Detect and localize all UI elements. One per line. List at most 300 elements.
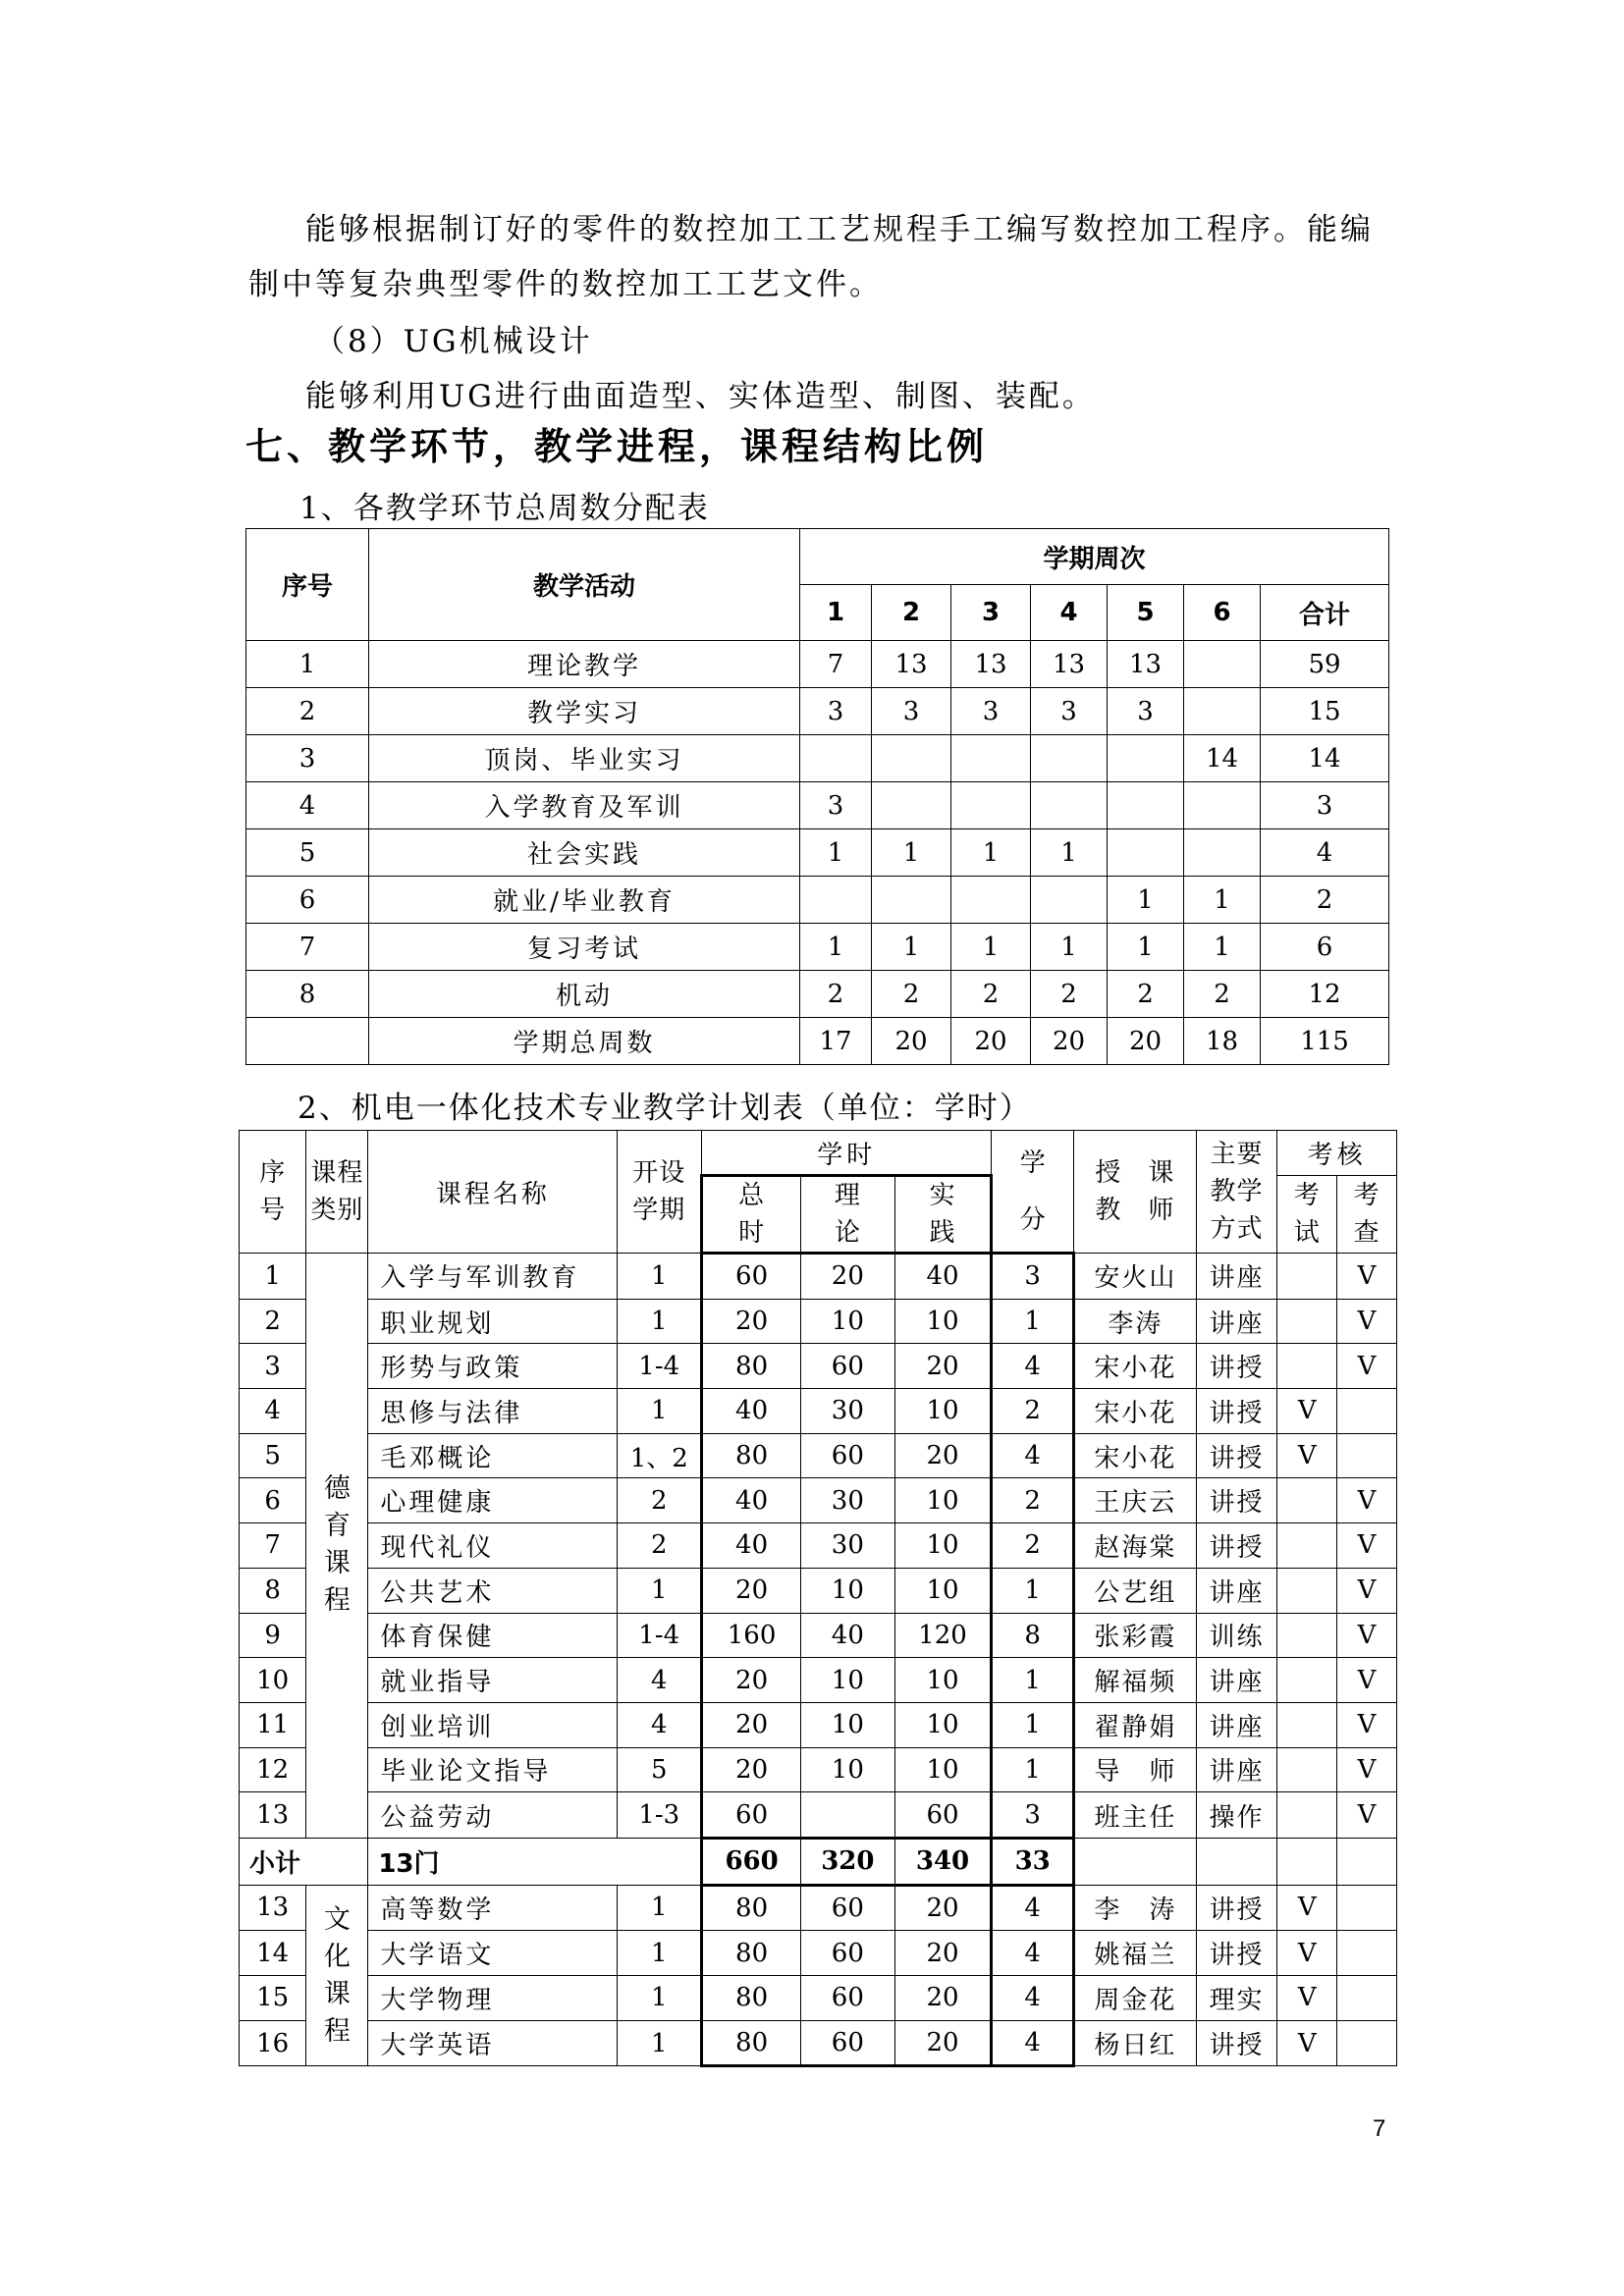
table2-body [240,1254,1397,2066]
course-practice-hours: 20 [894,2020,992,2066]
course-practice-hours: 20 [894,1344,992,1389]
row-activity: 就业/毕业教育 [369,877,800,924]
table1-row [246,735,1389,782]
row-term-weeks: 3 [800,782,872,829]
row-term-weeks [872,782,951,829]
course-exam-mark [1277,1792,1337,1839]
category-char: 化 [323,1941,351,1972]
category-char: 课 [323,1548,351,1579]
header-total: 合计 [1261,585,1389,641]
empty-cell [1337,1838,1397,1885]
course-exam-mark: V [1277,1389,1337,1434]
header-total-hours [702,1176,801,1254]
course-teacher: 宋小花 [1073,1389,1196,1434]
row-term-weeks: 3 [1108,688,1184,735]
course-total-hours: 20 [702,1658,801,1703]
course-method: 理实 [1196,1976,1277,2021]
header-credit-line2: 分 [1019,1204,1047,1235]
course-credit: 4 [992,1976,1074,2021]
row-activity: 机动 [369,971,800,1018]
category-char: 育 [323,1511,351,1542]
course-row [240,1747,1397,1792]
header-exam [1277,1176,1337,1254]
row-term-weeks: 1 [951,924,1031,971]
course-teacher: 李 涛 [1073,1885,1196,1931]
course-seq: 6 [240,1478,306,1523]
row-seq: 4 [246,782,369,829]
row-activity: 教学实习 [369,688,800,735]
row-term-weeks: 13 [951,641,1031,688]
course-check-mark [1337,2020,1397,2066]
row-term-weeks: 3 [951,688,1031,735]
header-category [306,1131,368,1254]
course-method: 讲授 [1196,1523,1277,1569]
row-term-weeks [951,735,1031,782]
row-seq: 2 [246,688,369,735]
header-activity: 教学活动 [369,529,800,641]
course-check-mark: V [1337,1792,1397,1839]
subtotal-course-count: 13门 [368,1838,702,1885]
row-total: 6 [1261,924,1389,971]
header-course-name: 课程名称 [368,1131,618,1254]
course-check-mark [1337,1976,1397,2021]
course-practice-hours: 10 [894,1747,992,1792]
course-term: 5 [618,1747,702,1792]
course-name: 体育保健 [368,1613,618,1658]
course-teacher: 赵海棠 [1073,1523,1196,1569]
row-term-weeks: 1 [872,924,951,971]
course-method: 讲授 [1196,1478,1277,1523]
course-total-hours: 80 [702,1344,801,1389]
row-total: 14 [1261,735,1389,782]
course-exam-mark [1277,1613,1337,1658]
header-teacher [1073,1131,1196,1254]
teaching-plan-table [239,1130,1397,2067]
course-credit: 4 [992,1931,1074,1976]
course-method: 讲授 [1196,2020,1277,2066]
course-practice-hours: 10 [894,1299,992,1344]
course-credit: 1 [992,1747,1074,1792]
course-row [240,1299,1397,1344]
category-char: 课 [323,1978,351,2009]
course-term: 1 [618,1568,702,1613]
course-exam-mark: V [1277,1931,1337,1976]
course-credit: 2 [992,1478,1074,1523]
row-activity: 学期总周数 [369,1018,800,1065]
header-exam-line1: 考 [1293,1181,1321,1210]
table1-row [246,924,1389,971]
subheading-ug-design: （8）UG机械设计 [314,324,593,359]
row-term-weeks: 20 [951,1018,1031,1065]
header-total-line2: 时 [738,1218,766,1248]
course-name: 心理健康 [368,1478,618,1523]
header-term: 2 [872,585,951,641]
course-theory-hours: 10 [801,1658,895,1703]
row-term-weeks: 1 [1184,924,1261,971]
course-theory-hours: 10 [801,1568,895,1613]
row-term-weeks: 3 [800,688,872,735]
course-theory-hours: 10 [801,1747,895,1792]
row-seq: 7 [246,924,369,971]
course-category [306,1885,368,2066]
course-row [240,1702,1397,1747]
header-category-line2: 类别 [310,1196,364,1225]
row-term-weeks: 1 [1184,877,1261,924]
course-exam-mark: V [1277,2020,1337,2066]
course-check-mark: V [1337,1702,1397,1747]
row-term-weeks: 2 [872,971,951,1018]
header-term-weeks: 学期周次 [800,529,1389,585]
course-method: 讲授 [1196,1389,1277,1434]
empty-cell [1196,1838,1277,1885]
course-seq: 12 [240,1747,306,1792]
subtotal-label: 小计 [240,1838,368,1885]
course-row [240,1658,1397,1703]
course-teacher: 王庆云 [1073,1478,1196,1523]
row-term-weeks: 14 [1184,735,1261,782]
header-theory-line1: 理 [834,1181,861,1210]
header-credit-line1: 学 [1019,1148,1047,1178]
course-practice-hours: 20 [894,1976,992,2021]
header-term-line1: 开设 [632,1158,686,1188]
paragraph-ug-design: 能够利用UG进行曲面造型、实体造型、制图、装配。 [305,379,1096,414]
course-theory-hours: 60 [801,1885,895,1931]
course-total-hours: 40 [702,1523,801,1569]
header-seq-line2: 号 [259,1196,287,1225]
row-term-weeks [872,877,951,924]
course-method: 讲座 [1196,1568,1277,1613]
course-name: 公益劳动 [368,1792,618,1839]
course-exam-mark [1277,1568,1337,1613]
table1-body [246,641,1389,1065]
course-row [240,1792,1397,1839]
course-credit: 3 [992,1254,1074,1300]
course-theory-hours: 60 [801,1976,895,2021]
course-practice-hours: 10 [894,1658,992,1703]
header-term: 3 [951,585,1031,641]
row-term-weeks: 3 [872,688,951,735]
row-seq: 1 [246,641,369,688]
course-check-mark: V [1337,1523,1397,1569]
row-term-weeks [1031,735,1108,782]
course-total-hours: 40 [702,1389,801,1434]
course-method: 训练 [1196,1613,1277,1658]
subtotal-practice-hours: 340 [894,1838,992,1885]
row-term-weeks: 20 [1108,1018,1184,1065]
course-teacher: 周金花 [1073,1976,1196,2021]
table1-row [246,782,1389,829]
row-term-weeks: 1 [872,829,951,877]
course-term: 4 [618,1702,702,1747]
course-name: 毕业论文指导 [368,1747,618,1792]
course-row [240,1931,1397,1976]
course-exam-mark: V [1277,1976,1337,2021]
course-practice-hours: 20 [894,1885,992,1931]
header-seq [240,1131,306,1254]
row-term-weeks [800,877,872,924]
row-total: 4 [1261,829,1389,877]
course-name: 形势与政策 [368,1344,618,1389]
course-teacher: 宋小花 [1073,1344,1196,1389]
course-term: 1、2 [618,1433,702,1478]
header-practice [894,1176,992,1254]
row-term-weeks: 2 [1108,971,1184,1018]
course-check-mark: V [1337,1613,1397,1658]
course-seq: 16 [240,2020,306,2066]
course-theory-hours: 60 [801,1344,895,1389]
course-row [240,1568,1397,1613]
course-theory-hours: 10 [801,1702,895,1747]
course-seq: 2 [240,1299,306,1344]
course-term: 1 [618,1976,702,2021]
course-practice-hours: 120 [894,1613,992,1658]
course-total-hours: 20 [702,1299,801,1344]
course-term: 1-3 [618,1792,702,1839]
row-term-weeks [1184,782,1261,829]
course-check-mark [1337,1389,1397,1434]
course-row [240,1523,1397,1569]
course-exam-mark: V [1277,1433,1337,1478]
table1-row [246,688,1389,735]
header-category-line1: 课程 [310,1158,364,1188]
category-char: 文 [323,1903,351,1935]
course-method: 讲座 [1196,1702,1277,1747]
course-teacher: 公艺组 [1073,1568,1196,1613]
course-row [240,1254,1397,1300]
header-method [1196,1131,1277,1254]
course-name: 入学与军训教育 [368,1254,618,1300]
header-term [618,1131,702,1254]
course-total-hours: 80 [702,1433,801,1478]
course-total-hours: 80 [702,1885,801,1931]
subtotal-credit: 33 [992,1838,1074,1885]
course-seq: 9 [240,1613,306,1658]
course-check-mark [1337,1885,1397,1931]
row-term-weeks [1184,829,1261,877]
course-credit: 8 [992,1613,1074,1658]
course-practice-hours: 10 [894,1568,992,1613]
course-check-mark: V [1337,1299,1397,1344]
subtotal-row [240,1838,1397,1885]
course-theory-hours: 60 [801,1433,895,1478]
course-term: 4 [618,1658,702,1703]
row-term-weeks: 1 [1108,877,1184,924]
course-theory-hours [801,1792,895,1839]
course-method: 讲座 [1196,1299,1277,1344]
course-exam-mark [1277,1254,1337,1300]
header-term: 6 [1184,585,1261,641]
row-term-weeks: 1 [1031,924,1108,971]
header-method-line3: 方式 [1210,1214,1264,1244]
course-total-hours: 80 [702,1931,801,1976]
header-total-line1: 总 [738,1181,766,1210]
row-term-weeks [1108,782,1184,829]
course-teacher: 宋小花 [1073,1433,1196,1478]
course-check-mark: V [1337,1747,1397,1792]
subtotal-total-hours: 660 [702,1838,801,1885]
course-row [240,1885,1397,1931]
course-teacher: 翟静娟 [1073,1702,1196,1747]
row-total: 115 [1261,1018,1389,1065]
category-char: 德 [323,1473,351,1505]
course-total-hours: 40 [702,1478,801,1523]
course-teacher: 姚福兰 [1073,1931,1196,1976]
row-term-weeks: 2 [1184,971,1261,1018]
row-term-weeks: 18 [1184,1018,1261,1065]
row-total: 3 [1261,782,1389,829]
course-method: 讲授 [1196,1931,1277,1976]
course-name: 毛邓概论 [368,1433,618,1478]
course-seq: 10 [240,1658,306,1703]
row-total: 59 [1261,641,1389,688]
row-term-weeks [1108,829,1184,877]
row-term-weeks [1031,782,1108,829]
table1-caption: 1、各教学环节总周数分配表 [299,491,710,526]
section-title: 七、教学环节，教学进程，课程结构比例 [245,425,989,468]
course-seq: 13 [240,1885,306,1931]
header-check [1337,1176,1397,1254]
course-credit: 3 [992,1792,1074,1839]
header-seq-line1: 序 [259,1158,287,1188]
course-credit: 4 [992,1885,1074,1931]
course-theory-hours: 60 [801,1931,895,1976]
row-activity: 入学教育及军训 [369,782,800,829]
table1-row [246,1018,1389,1065]
course-theory-hours: 30 [801,1478,895,1523]
course-credit: 2 [992,1523,1074,1569]
header-credit [992,1131,1074,1254]
course-check-mark: V [1337,1568,1397,1613]
course-check-mark [1337,1433,1397,1478]
course-total-hours: 60 [702,1254,801,1300]
course-total-hours: 20 [702,1568,801,1613]
course-total-hours: 60 [702,1792,801,1839]
course-credit: 1 [992,1658,1074,1703]
course-theory-hours: 30 [801,1523,895,1569]
course-check-mark: V [1337,1344,1397,1389]
category-char: 程 [323,1585,351,1617]
course-name: 大学语文 [368,1931,618,1976]
course-row [240,1613,1397,1658]
row-total: 12 [1261,971,1389,1018]
course-method: 讲授 [1196,1433,1277,1478]
header-practice-line2: 践 [929,1218,956,1248]
course-name: 大学物理 [368,1976,618,2021]
course-total-hours: 20 [702,1747,801,1792]
row-term-weeks: 1 [951,829,1031,877]
course-practice-hours: 10 [894,1523,992,1569]
course-seq: 4 [240,1389,306,1434]
course-teacher: 张彩霞 [1073,1613,1196,1658]
table1-row [246,829,1389,877]
course-row [240,1976,1397,2021]
course-method: 讲授 [1196,1344,1277,1389]
category-char: 程 [323,2015,351,2047]
empty-cell [1073,1838,1196,1885]
course-practice-hours: 10 [894,1389,992,1434]
course-check-mark: V [1337,1658,1397,1703]
header-term-line2: 学期 [632,1196,686,1225]
course-practice-hours: 20 [894,1931,992,1976]
course-theory-hours: 10 [801,1299,895,1344]
row-activity: 理论教学 [369,641,800,688]
header-term: 1 [800,585,872,641]
course-name: 就业指导 [368,1658,618,1703]
header-assessment: 考核 [1277,1131,1397,1176]
row-term-weeks: 2 [951,971,1031,1018]
header-teacher-line2: 教 师 [1095,1196,1175,1225]
header-method-line1: 主要 [1210,1140,1264,1169]
course-teacher: 班主任 [1073,1792,1196,1839]
row-term-weeks [800,735,872,782]
course-exam-mark [1277,1747,1337,1792]
table1-row [246,641,1389,688]
row-term-weeks: 17 [800,1018,872,1065]
course-practice-hours: 60 [894,1792,992,1839]
course-teacher: 杨日红 [1073,2020,1196,2066]
header-check-line2: 查 [1353,1218,1380,1248]
header-hours: 学时 [702,1131,992,1176]
row-activity: 社会实践 [369,829,800,877]
course-method: 讲授 [1196,1885,1277,1931]
course-exam-mark [1277,1523,1337,1569]
row-term-weeks: 20 [1031,1018,1108,1065]
course-total-hours: 160 [702,1613,801,1658]
course-credit: 1 [992,1702,1074,1747]
course-total-hours: 80 [702,2020,801,2066]
course-term: 2 [618,1523,702,1569]
row-total: 2 [1261,877,1389,924]
course-practice-hours: 40 [894,1254,992,1300]
course-term: 2 [618,1478,702,1523]
course-seq: 14 [240,1931,306,1976]
header-term: 5 [1108,585,1184,641]
row-seq: 6 [246,877,369,924]
subtotal-theory-hours: 320 [801,1838,895,1885]
row-term-weeks: 7 [800,641,872,688]
course-seq: 11 [240,1702,306,1747]
course-row [240,1433,1397,1478]
course-method: 讲座 [1196,1658,1277,1703]
table1-row [246,877,1389,924]
course-exam-mark [1277,1702,1337,1747]
row-term-weeks [1184,641,1261,688]
course-name: 创业培训 [368,1702,618,1747]
page-number: 7 [1373,2115,1386,2142]
course-row [240,2020,1397,2066]
row-term-weeks [1108,735,1184,782]
course-credit: 4 [992,2020,1074,2066]
course-exam-mark: V [1277,1885,1337,1931]
course-seq: 13 [240,1792,306,1839]
row-term-weeks [1184,688,1261,735]
course-method: 讲座 [1196,1254,1277,1300]
row-term-weeks: 3 [1031,688,1108,735]
course-seq: 3 [240,1344,306,1389]
course-row [240,1478,1397,1523]
course-practice-hours: 10 [894,1702,992,1747]
header-practice-line1: 实 [929,1181,956,1210]
course-teacher: 李涛 [1073,1299,1196,1344]
course-method: 讲座 [1196,1747,1277,1792]
row-seq [246,1018,369,1065]
empty-cell [1277,1838,1337,1885]
course-term: 1-4 [618,1613,702,1658]
row-term-weeks: 1 [1031,829,1108,877]
header-exam-line2: 试 [1293,1218,1321,1248]
course-seq: 5 [240,1433,306,1478]
row-term-weeks: 1 [800,924,872,971]
